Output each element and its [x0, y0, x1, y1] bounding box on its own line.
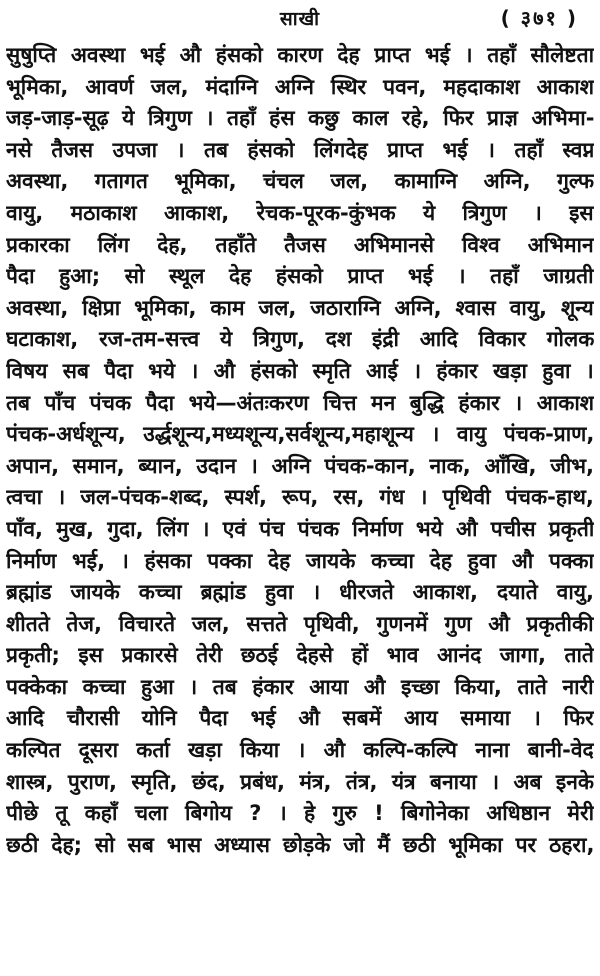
text-line: पंचक-अर्धशून्य, उर्द्धशून्य,मध्यशून्य,सर्वशून्य,महाशून्य । वायु पंचक-प्राण,	[6, 422, 594, 447]
text-line: सुषुप्ति अवस्था भई औ हंसको कारण देह प्राप्त भई । तहाँ सौलेष्टता	[6, 43, 594, 67]
text-line: त्वचा । जल-पंचक-शब्द, स्पर्श, रूप, रस, गंध । पृथिवी पंचक-हाथ,	[6, 485, 594, 510]
text-line: अवस्था, गतागत भूमिका, चंचल जल, कामाग्नि अग्नि, गुल्फ	[6, 169, 594, 194]
running-title: साखी	[279, 8, 321, 30]
text-line: भूमिका, आवर्ण जल, मंदाग्नि अग्नि स्थिर पवन, महदाकाश आकाश	[6, 74, 594, 99]
text-line: शास्त्र, पुराण, स्मृति, छंद, प्रबंध, मंत्र, तंत्र, यंत्र बनाया । अब इनके	[6, 769, 594, 794]
text-line: कल्पित दूसरा कर्ता खड़ा किया । औ कल्पि-कल्पि नाना बानी-वेद	[6, 738, 594, 763]
text-line: शीतते तेज, विचारते जल, सत्तते पृथिवी, गुणनमें गुण औ प्रकृतीकी	[6, 611, 594, 636]
text-line: घटाकाश, रज-तम-सत्त्व ये त्रिगुण, दश इंद्री आदि विकार गोलक	[6, 327, 594, 352]
body-text	[6, 40, 594, 861]
text-line: निर्माण भई, । हंसका पक्का देह जायके कच्चा देह हुवा औ पक्का	[6, 548, 594, 573]
text-line: पैदा हुआ; सो स्थूल देह हंसको प्राप्त भई । तहाँ जाग्रती	[6, 264, 594, 289]
text-line: अवस्था, क्षिप्रा भूमिका, काम जल, जठाराग्नि अग्नि, श्वास वायु, शून्य	[6, 295, 594, 320]
text-line: ब्रह्मांड जायके कच्चा ब्रह्मांड हुवा । धीरजते आकाश, दयाते वायु,	[6, 580, 594, 605]
text-line: वायु, मठाकाश आकाश, रेचक-पूरक-कुंभक ये त्रिगुण । इस	[6, 200, 594, 225]
text-line: विषय सब पैदा भये । औ हंसको स्मृति आई । हंकार खड़ा हुवा ।	[6, 358, 594, 383]
text-line: पाँव, मुख, गुदा, लिंग । एवं पंच पंचक निर्माण भये औ पचीस प्रकृती	[6, 516, 594, 541]
page-number: ( ३७१ )	[500, 6, 578, 30]
text-line: प्रकृती; इस प्रकारसे तेरी छठई देहसे हों भाव आनंद जागा, ताते	[6, 643, 594, 668]
text-line: अपान, समान, ब्यान, उदान । अग्नि पंचक-कान, नाक, आँखि, जीभ,	[6, 453, 594, 478]
page-header	[6, 0, 594, 40]
text-line: जड़-जाड़-सूढ़ ये त्रिगुण । तहाँ हंस कछु काल रहे, फिर प्राज्ञ अभिमा-	[6, 106, 594, 131]
text-line: नसे तैजस उपजा । तब हंसको लिंगदेह प्राप्त भई । तहाँ स्वप्न	[6, 137, 594, 162]
text-line: पीछे तू कहाँ चला बिगोय ? । हे गुरु ! बिगोनेका अधिष्ठान मेरी	[6, 801, 594, 826]
text-line: तब पाँच पंचक पैदा भये—अंतःकरण चित्त मन बुद्धि हंकार । आकाश	[6, 390, 594, 415]
text-line: छठी देह; सो सब भास अध्यास छोड़के जो मैं छठी भूमिका पर ठहरा,	[6, 832, 594, 857]
text-line: आदि चौरासी योनि पैदा भई औ सबमें आय समाया । फिर	[6, 706, 594, 731]
text-line: पक्केका कच्चा हुआ । तब हंकार आया औ इच्छा किया, ताते नारी	[6, 674, 594, 699]
text-line: प्रकारका लिंग देह, तहाँते तैजस अभिमानसे विश्व अभिमान	[6, 232, 594, 257]
